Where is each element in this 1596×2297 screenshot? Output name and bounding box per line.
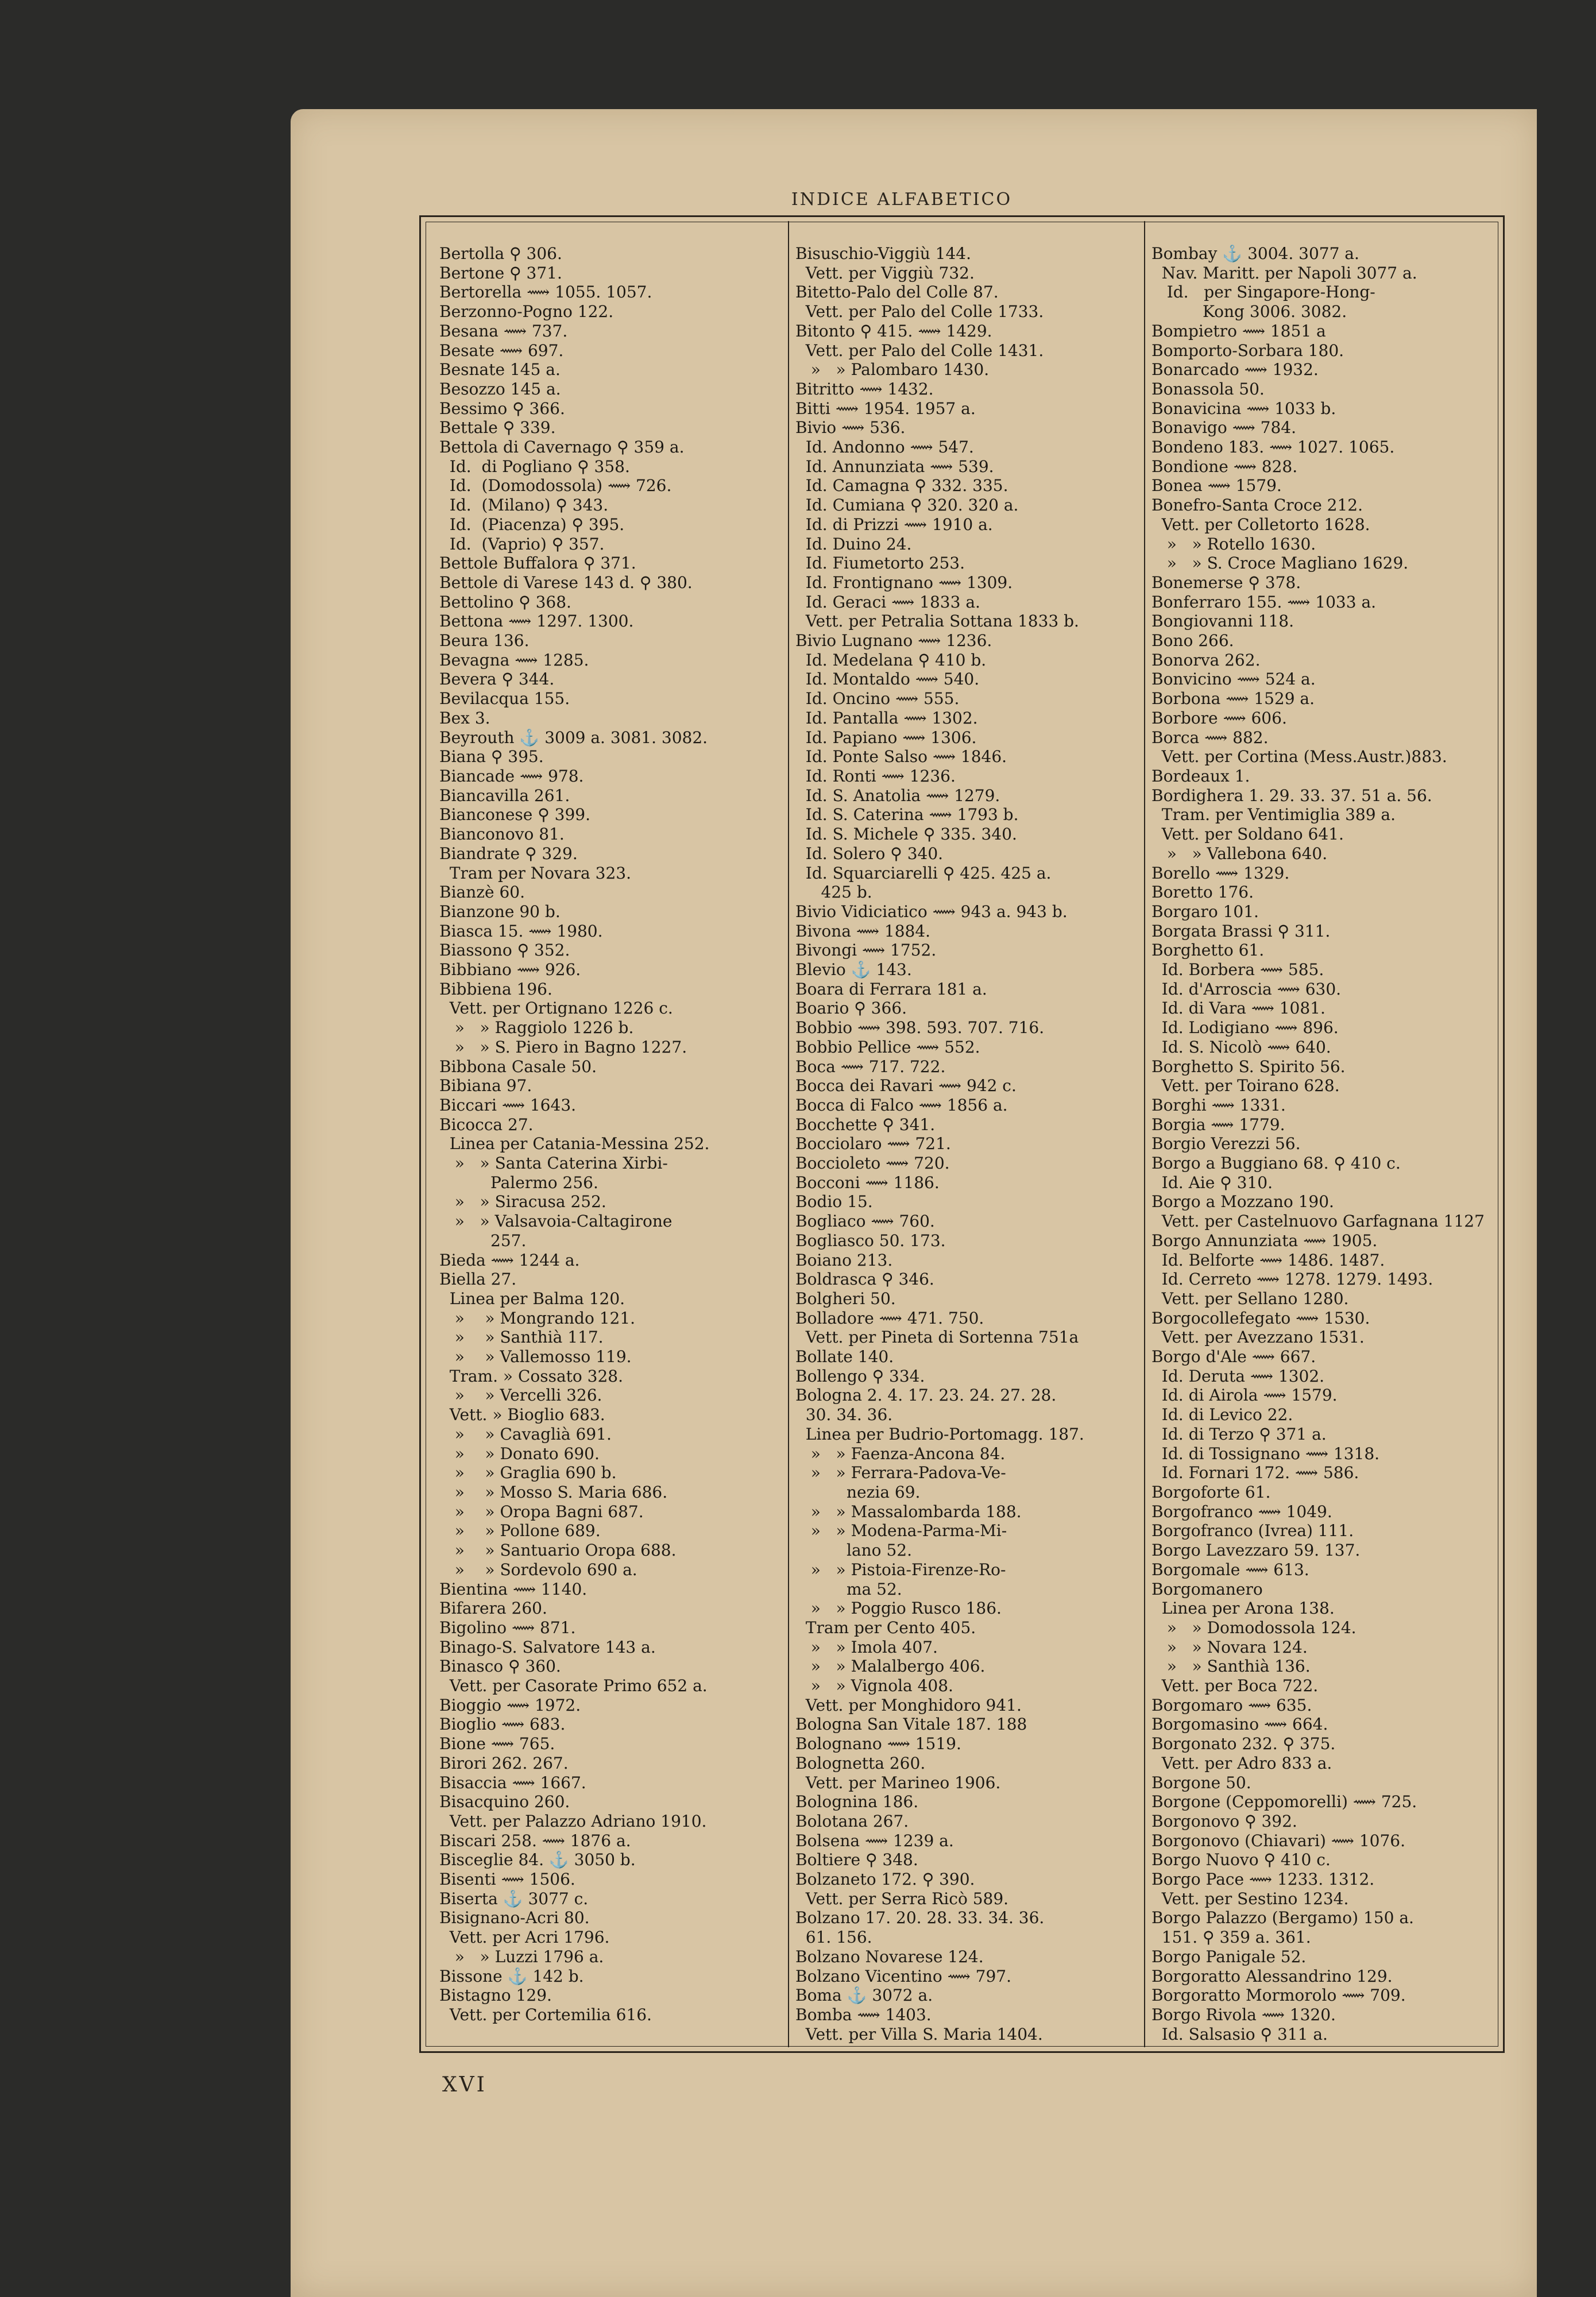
index-entry: Id. S. Michele ⚲ 335. 340.	[795, 825, 1017, 844]
index-entry: Vett. per Marineo 1906.	[795, 1773, 1001, 1792]
index-entry: Bomporto-Sorbara 180.	[1151, 341, 1344, 360]
index-entry: Bieda ⟿ 1244 a.	[439, 1250, 580, 1270]
index-entry: Borgone 50.	[1151, 1773, 1251, 1792]
index-entry: 425 b.	[795, 883, 872, 902]
index-entry: Id. di Prizzi ⟿ 1910 a.	[795, 515, 993, 534]
index-entry: Vett. per Palo del Colle 1733.	[795, 302, 1044, 322]
index-entry: » » Faenza-Ancona 84.	[795, 1444, 1006, 1463]
index-entry: Bonvicino ⟿ 524 a.	[1151, 670, 1316, 689]
index-entry: Bione ⟿ 765.	[439, 1734, 555, 1754]
index-entry: nezia 69.	[795, 1483, 921, 1502]
index-entry: » » Oropa Bagni 687.	[439, 1502, 644, 1521]
index-entry: Bolladore ⟿ 471. 750.	[795, 1308, 984, 1328]
index-entry: Borgomasino ⟿ 664.	[1151, 1715, 1328, 1734]
index-entry: Bogliaco ⟿ 760.	[795, 1212, 935, 1231]
index-entry: Borbona ⟿ 1529 a.	[1151, 689, 1315, 709]
index-entry: Borghetto 61.	[1151, 941, 1265, 960]
index-entry: Id. Camagna ⚲ 332. 335.	[795, 476, 1008, 496]
index-entry: Biserta ⚓ 3077 c.	[439, 1889, 589, 1908]
index-entry: Id. Andonno ⟿ 547.	[795, 438, 974, 457]
index-entry: Vett. per Sestino 1234.	[1151, 1889, 1349, 1908]
index-entry: Vett. per Casorate Primo 652 a.	[439, 1676, 708, 1696]
index-entry: Id. Borbera ⟿ 585.	[1151, 960, 1324, 980]
index-entry: Bevagna ⟿ 1285.	[439, 650, 589, 670]
index-entry: Id. (Piacenza) ⚲ 395.	[439, 515, 625, 534]
index-entry: Bordighera 1. 29. 33. 37. 51 a. 56.	[1151, 786, 1432, 805]
index-entry: Bologna San Vitale 187. 188	[795, 1715, 1027, 1734]
index-entry: Id. Frontignano ⟿ 1309.	[795, 573, 1013, 592]
index-entry: Tram per Novara 323.	[439, 863, 631, 883]
index-entry: Bocca di Falco ⟿ 1856 a.	[795, 1095, 1008, 1115]
index-entry: Bobbio ⟿ 398. 593. 707. 716.	[795, 1018, 1045, 1038]
index-entry: Bivio Vidiciatico ⟿ 943 a. 943 b.	[795, 902, 1068, 921]
index-entry: Bitti ⟿ 1954. 1957 a.	[795, 399, 976, 418]
column-separator	[788, 221, 789, 2047]
index-entry: Bolzano 17. 20. 28. 33. 34. 36.	[795, 1908, 1045, 1928]
index-entry: Borgomaro ⟿ 635.	[1151, 1695, 1312, 1715]
index-entry: Bisignano-Acri 80.	[439, 1908, 590, 1928]
index-entry: Bogliasco 50. 173.	[795, 1231, 946, 1250]
index-entry: Bocchette ⚲ 341.	[795, 1115, 936, 1134]
index-entry: Bisaccia ⟿ 1667.	[439, 1773, 586, 1792]
index-entry: Vett. per Soldano 641.	[1151, 825, 1344, 844]
index-entry: Borgomale ⟿ 613.	[1151, 1560, 1309, 1579]
index-entry: Id. Montaldo ⟿ 540.	[795, 670, 980, 689]
index-entry: Biancade ⟿ 978.	[439, 766, 584, 786]
index-entry: Borca ⟿ 882.	[1151, 728, 1269, 747]
index-entry: Id. d'Arroscia ⟿ 630.	[1151, 979, 1342, 999]
index-entry: Vett. per Villa S. Maria 1404.	[795, 2024, 1043, 2044]
index-entry: Vett. per Adro 833 a.	[1151, 1753, 1332, 1773]
index-entry: Bordeaux 1.	[1151, 766, 1250, 786]
index-entry: Bocconi ⟿ 1186.	[795, 1173, 940, 1192]
index-entry: Borgocollefegato ⟿ 1530.	[1151, 1308, 1370, 1328]
index-entry: Id. Ponte Salso ⟿ 1846.	[795, 747, 1007, 767]
index-entry: Bologna 2. 4. 17. 23. 24. 27. 28.	[795, 1386, 1057, 1405]
index-entry: Bolsena ⟿ 1239 a.	[795, 1831, 954, 1850]
index-entry: » » Rotello 1630.	[1151, 534, 1316, 554]
index-entry: Vett. per Serra Ricò 589.	[795, 1889, 1009, 1908]
index-entry: Borgomanero	[1151, 1579, 1263, 1599]
index-entry: Bevilacqua 155.	[439, 689, 570, 709]
index-entry: Bonarcado ⟿ 1932.	[1151, 360, 1319, 380]
index-entry: Bibbiano ⟿ 926.	[439, 960, 581, 980]
index-entry: Bitetto-Palo del Colle 87.	[795, 283, 999, 302]
index-entry: Vett. per Cortina (Mess.Austr.)883.	[1151, 747, 1447, 767]
index-entry: Vett. per Castelnuovo Garfagnana 1127	[1151, 1212, 1485, 1231]
index-entry: Id. Geraci ⟿ 1833 a.	[795, 592, 980, 612]
index-entry: Bevera ⚲ 344.	[439, 670, 555, 689]
index-entry: Biancavilla 261.	[439, 786, 570, 805]
index-entry: Id. Duino 24.	[795, 534, 912, 554]
index-entry: Vett. per Cortemilia 616.	[439, 2005, 652, 2024]
index-entry: » » Raggiolo 1226 b.	[439, 1018, 634, 1038]
index-entry: Bondione ⟿ 828.	[1151, 457, 1298, 476]
index-entry: Id. per Singapore-Hong-	[1151, 283, 1375, 302]
index-entry: » » Massalombarda 188.	[795, 1502, 1022, 1521]
index-entry: Bocca dei Ravari ⟿ 942 c.	[795, 1076, 1017, 1096]
index-entry: Id. Squarciarelli ⚲ 425. 425 a.	[795, 863, 1052, 883]
index-entry: Borgonato 232. ⚲ 375.	[1151, 1734, 1336, 1754]
index-entry: Borgata Brassi ⚲ 311.	[1151, 921, 1331, 941]
index-entry: » » Luzzi 1796 a.	[439, 1947, 604, 1966]
index-entry: Biana ⚲ 395.	[439, 747, 544, 767]
index-entry: Borghi ⟿ 1331.	[1151, 1095, 1286, 1115]
index-entry: Kong 3006. 3082.	[1151, 302, 1347, 322]
index-entry: Vett. per Sellano 1280.	[1151, 1289, 1349, 1308]
index-entry: Bettole Buffalora ⚲ 371.	[439, 554, 636, 573]
index-entry: Tram. » Cossato 328.	[439, 1366, 624, 1386]
index-entry: Id. di Tossignano ⟿ 1318.	[1151, 1444, 1380, 1463]
index-entry: ma 52.	[795, 1579, 902, 1599]
index-entry: » » Santhià 117.	[439, 1328, 604, 1347]
index-entry: Bissone ⚓ 142 b.	[439, 1966, 584, 1986]
index-entry: Bonavigo ⟿ 784.	[1151, 418, 1296, 438]
index-entry: 61. 156.	[795, 1928, 872, 1947]
index-entry: » » Santa Caterina Xirbi-	[439, 1154, 668, 1173]
index-entry: Borgo a Mozzano 190.	[1151, 1192, 1334, 1212]
index-entry: Borgofranco ⟿ 1049.	[1151, 1502, 1332, 1521]
index-entry: 151. ⚲ 359 a. 361.	[1151, 1928, 1311, 1947]
index-entry: » » Sordevolo 690 a.	[439, 1560, 637, 1579]
index-entry: Bonea ⟿ 1579.	[1151, 476, 1282, 496]
index-entry: Birori 262. 267.	[439, 1753, 569, 1773]
index-entry: Boccioleto ⟿ 720.	[795, 1154, 950, 1173]
index-entry: Bibiana 97.	[439, 1076, 532, 1096]
index-entry: Id. S. Anatolia ⟿ 1279.	[795, 786, 1000, 805]
index-entry: Bondeno 183. ⟿ 1027. 1065.	[1151, 438, 1395, 457]
index-entry: » » Cavaglià 691.	[439, 1424, 612, 1444]
index-entry: Vett. » Bioglio 683.	[439, 1405, 605, 1425]
index-entry: Bomba ⟿ 1403.	[795, 2005, 932, 2024]
index-entry: » » Novara 124.	[1151, 1637, 1308, 1657]
index-entry: Id. Papiano ⟿ 1306.	[795, 728, 977, 747]
index-entry: Bobbio Pellice ⟿ 552.	[795, 1037, 980, 1057]
index-entry: Bolzano Vicentino ⟿ 797.	[795, 1966, 1011, 1986]
index-entry: Borgoratto Alessandrino 129.	[1151, 1966, 1393, 1986]
page-number: XVI	[442, 2073, 487, 2097]
index-entry: Bitonto ⚲ 415. ⟿ 1429.	[795, 321, 992, 341]
index-entry: Borgo Nuovo ⚲ 410 c.	[1151, 1850, 1331, 1870]
index-entry: Bollate 140.	[795, 1347, 894, 1367]
index-entry: Bolzano Novarese 124.	[795, 1947, 984, 1966]
index-entry: Id. Ronti ⟿ 1236.	[795, 766, 956, 786]
index-entry: Bettole di Varese 143 d. ⚲ 380.	[439, 573, 693, 592]
index-entry: » » Malalbergo 406.	[795, 1657, 986, 1676]
index-entry: Borgio Verezzi 56.	[1151, 1134, 1301, 1154]
index-entry: Bettolino ⚲ 368.	[439, 592, 571, 612]
index-entry: » » Mongrando 121.	[439, 1308, 636, 1328]
index-entry: Bettale ⚲ 339.	[439, 418, 556, 438]
index-entry: » » Vercelli 326.	[439, 1386, 602, 1405]
index-entry: Id. Salsasio ⚲ 311 a.	[1151, 2024, 1328, 2044]
index-entry: Boldrasca ⚲ 346.	[795, 1270, 934, 1289]
index-entry: Bolotana 267.	[795, 1811, 909, 1831]
index-entry: » » Santhià 136.	[1151, 1657, 1311, 1676]
index-entry: Id. Pantalla ⟿ 1302.	[795, 708, 978, 728]
index-entry: Bettola di Cavernago ⚲ 359 a.	[439, 438, 685, 457]
index-entry: Bioggio ⟿ 1972.	[439, 1695, 581, 1715]
index-entry: Bonferraro 155. ⟿ 1033 a.	[1151, 592, 1377, 612]
index-entry: Bioglio ⟿ 683.	[439, 1715, 566, 1734]
index-entry: Bibbona Casale 50.	[439, 1057, 597, 1076]
index-entry: Palermo 256.	[439, 1173, 598, 1192]
index-entry: Id. Annunziata ⟿ 539.	[795, 457, 994, 476]
index-entry: Binago-S. Salvatore 143 a.	[439, 1637, 656, 1657]
index-entry: Borgia ⟿ 1779.	[1151, 1115, 1285, 1134]
index-entry: Biella 27.	[439, 1270, 517, 1289]
index-entry: Id. Aie ⚲ 310.	[1151, 1173, 1273, 1192]
index-entry: Linea per Balma 120.	[439, 1289, 625, 1308]
page-header: INDICE ALFABETICO	[791, 190, 1013, 210]
index-entry: Bisenti ⟿ 1506.	[439, 1870, 575, 1889]
index-entry: » » Ferrara-Padova-Ve-	[795, 1463, 1006, 1483]
index-column-3	[1151, 244, 1496, 2044]
index-entry: » » Graglia 690 b.	[439, 1463, 617, 1483]
index-entry: Bongiovanni 118.	[1151, 612, 1294, 631]
index-entry: Id. (Domodossola) ⟿ 726.	[439, 476, 672, 496]
index-entry: Bessimo ⚲ 366.	[439, 399, 565, 418]
column-separator	[1144, 221, 1145, 2047]
index-entry: Vett. per Avezzano 1531.	[1151, 1328, 1365, 1347]
index-entry: Id. (Milano) ⚲ 343.	[439, 496, 609, 515]
index-entry: Blevio ⚓ 143.	[795, 960, 912, 980]
index-entry: Borgo Rivola ⟿ 1320.	[1151, 2005, 1336, 2024]
index-entry: » » Domodossola 124.	[1151, 1618, 1357, 1637]
index-entry: Bitritto ⟿ 1432.	[795, 379, 934, 399]
index-entry: Tram. per Ventimiglia 389 a.	[1151, 805, 1396, 825]
index-entry: Bolognetta 260.	[795, 1753, 926, 1773]
index-entry: Id. Solero ⚲ 340.	[795, 844, 944, 863]
index-entry: Id. Fiumetorto 253.	[795, 554, 965, 573]
index-entry: Bertolla ⚲ 306.	[439, 244, 562, 263]
index-entry: Boretto 176.	[1151, 883, 1254, 902]
index-entry: Besate ⟿ 697.	[439, 341, 564, 360]
index-entry: Vett. per Viggiù 732.	[795, 263, 975, 283]
index-entry: Bonorva 262.	[1151, 650, 1261, 670]
index-entry: Bivio Lugnano ⟿ 1236.	[795, 631, 992, 651]
index-entry: Bistagno 129.	[439, 1986, 552, 2005]
index-entry: Bertone ⚲ 371.	[439, 263, 562, 283]
index-entry: Id. di Terzo ⚲ 371 a.	[1151, 1424, 1327, 1444]
index-entry: Vett. per Boca 722.	[1151, 1676, 1319, 1696]
index-entry: Borbore ⟿ 606.	[1151, 708, 1287, 728]
index-entry: Id. Deruta ⟿ 1302.	[1151, 1366, 1325, 1386]
index-entry: Bompietro ⟿ 1851 a	[1151, 321, 1326, 341]
index-entry: 257.	[439, 1231, 527, 1250]
index-entry: Bibbiena 196.	[439, 979, 552, 999]
index-entry: Bolognano ⟿ 1519.	[795, 1734, 961, 1754]
index-entry: » » Pollone 689.	[439, 1521, 601, 1541]
index-entry: Id. S. Nicolò ⟿ 640.	[1151, 1037, 1331, 1057]
index-entry: Biasca 15. ⟿ 1980.	[439, 921, 603, 941]
index-entry: Vett. per Palo del Colle 1431.	[795, 341, 1044, 360]
index-entry: Bonavicina ⟿ 1033 b.	[1151, 399, 1336, 418]
index-entry: Linea per Catania-Messina 252.	[439, 1134, 710, 1154]
index-entry: Bivona ⟿ 1884.	[795, 921, 931, 941]
index-entry: Bonemerse ⚲ 378.	[1151, 573, 1301, 592]
index-entry: Beyrouth ⚓ 3009 a. 3081. 3082.	[439, 728, 708, 747]
index-entry: » » Pistoia-Firenze-Ro-	[795, 1560, 1006, 1579]
index-entry: lano 52.	[795, 1541, 912, 1560]
index-entry: » » Vallebona 640.	[1151, 844, 1328, 863]
index-entry: Borgoratto Mormorolo ⟿ 709.	[1151, 1986, 1406, 2005]
index-entry: Id. di Pogliano ⚲ 358.	[439, 457, 630, 476]
index-entry: Borgoforte 61.	[1151, 1483, 1271, 1502]
index-entry: Id. (Vaprio) ⚲ 357.	[439, 534, 605, 554]
index-entry: Id. di Vara ⟿ 1081.	[1151, 999, 1326, 1018]
index-entry: Boltiere ⚲ 348.	[795, 1850, 918, 1870]
index-entry: Bonefro-Santa Croce 212.	[1151, 496, 1363, 515]
index-entry: Bianzone 90 b.	[439, 902, 561, 921]
index-entry: Borgonovo ⚲ 392.	[1151, 1811, 1297, 1831]
index-entry: Vett. per Palazzo Adriano 1910.	[439, 1811, 707, 1831]
index-entry: Borgaro 101.	[1151, 902, 1259, 921]
index-column-1	[439, 244, 784, 2025]
index-entry: Borgone (Ceppomorelli) ⟿ 725.	[1151, 1792, 1417, 1812]
index-entry: Boma ⚓ 3072 a.	[795, 1986, 933, 2005]
index-entry: Borgo Palazzo (Bergamo) 150 a.	[1151, 1908, 1414, 1928]
index-entry: Binasco ⚲ 360.	[439, 1657, 561, 1676]
index-entry: Boara di Ferrara 181 a.	[795, 979, 987, 999]
index-entry: Bombay ⚓ 3004. 3077 a.	[1151, 244, 1359, 263]
index-entry: Boiano 213.	[795, 1250, 893, 1270]
index-entry: Nav. Maritt. per Napoli 3077 a.	[1151, 263, 1417, 283]
index-entry: Besnate 145 a.	[439, 360, 561, 380]
index-entry: Id. S. Caterina ⟿ 1793 b.	[795, 805, 1019, 825]
index-entry: Bolognina 186.	[795, 1792, 919, 1812]
index-entry: Biscari 258. ⟿ 1876 a.	[439, 1831, 631, 1850]
index-entry: Bocciolaro ⟿ 721.	[795, 1134, 951, 1154]
index-entry: Vett. per Monghidoro 941.	[795, 1695, 1022, 1715]
index-entry: Id. Cerreto ⟿ 1278. 1279. 1493.	[1151, 1270, 1433, 1289]
index-entry: Linea per Budrio-Portomagg. 187.	[795, 1424, 1084, 1444]
index-entry: » » Santuario Oropa 688.	[439, 1541, 677, 1560]
index-entry: Id. Oncino ⟿ 555.	[795, 689, 960, 709]
index-entry: Boca ⟿ 717. 722.	[795, 1057, 946, 1076]
index-entry: Vett. per Ortignano 1226 c.	[439, 999, 673, 1018]
index-entry: Berzonno-Pogno 122.	[439, 302, 614, 322]
index-entry: Besozzo 145 a.	[439, 379, 561, 399]
index-entry: Bisceglie 84. ⚓ 3050 b.	[439, 1850, 636, 1870]
index-entry: Vett. per Colletorto 1628.	[1151, 515, 1370, 534]
index-entry: 30. 34. 36.	[795, 1405, 893, 1425]
index-entry: Id. di Airola ⟿ 1579.	[1151, 1386, 1338, 1405]
index-entry: Bisacquino 260.	[439, 1792, 570, 1812]
index-entry: Bianconovo 81.	[439, 825, 565, 844]
index-entry: Linea per Arona 138.	[1151, 1599, 1335, 1618]
index-entry: Id. di Levico 22.	[1151, 1405, 1293, 1425]
index-entry: » » Siracusa 252.	[439, 1192, 606, 1212]
index-entry: Beura 136.	[439, 631, 530, 651]
index-entry: Bollengo ⚲ 334.	[795, 1366, 925, 1386]
index-entry: Bivongi ⟿ 1752.	[795, 941, 937, 960]
index-entry: Borgo a Buggiano 68. ⚲ 410 c.	[1151, 1154, 1401, 1173]
index-entry: Boario ⚲ 366.	[795, 999, 907, 1018]
index-entry: » » S. Croce Magliano 1629.	[1151, 554, 1409, 573]
index-entry: Biassono ⚲ 352.	[439, 941, 570, 960]
index-entry: Bicocca 27.	[439, 1115, 534, 1134]
index-entry: » » Valsavoia-Caltagirone	[439, 1212, 673, 1231]
index-entry: Bientina ⟿ 1140.	[439, 1579, 588, 1599]
index-entry: Bivio ⟿ 536.	[795, 418, 906, 438]
index-entry: Bolzaneto 172. ⚲ 390.	[795, 1870, 975, 1889]
index-entry: Bianzè 60.	[439, 883, 525, 902]
index-entry: » » Palombaro 1430.	[795, 360, 990, 380]
index-entry: » » Modena-Parma-Mi-	[795, 1521, 1007, 1541]
index-entry: Borgonovo (Chiavari) ⟿ 1076.	[1151, 1831, 1405, 1850]
index-entry: Bigolino ⟿ 871.	[439, 1618, 576, 1637]
index-entry: Id. Fornari 172. ⟿ 586.	[1151, 1463, 1359, 1483]
index-entry: Vett. per Petralia Sottana 1833 b.	[795, 612, 1079, 631]
index-entry: » » Mosso S. Maria 686.	[439, 1483, 668, 1502]
index-entry: Vett. per Toirano 628.	[1151, 1076, 1340, 1096]
index-entry: Bono 266.	[1151, 631, 1234, 651]
index-entry: Bisuschio-Viggiù 144.	[795, 244, 972, 263]
index-entry: Id. Cumiana ⚲ 320. 320 a.	[795, 496, 1019, 515]
index-entry: Borgo Pace ⟿ 1233. 1312.	[1151, 1870, 1375, 1889]
index-entry: Bifarera 260.	[439, 1599, 547, 1618]
index-entry: Bertorella ⟿ 1055. 1057.	[439, 283, 652, 302]
index-entry: Borello ⟿ 1329.	[1151, 863, 1290, 883]
index-entry: Borgo Panigale 52.	[1151, 1947, 1307, 1966]
index-entry: Bettona ⟿ 1297. 1300.	[439, 612, 634, 631]
index-entry: Borgo Lavezzaro 59. 137.	[1151, 1541, 1361, 1560]
index-entry: Id. Lodigiano ⟿ 896.	[1151, 1018, 1339, 1038]
index-entry: Bex 3.	[439, 708, 490, 728]
index-entry: » » Vignola 408.	[795, 1676, 953, 1696]
index-entry: Biccari ⟿ 1643.	[439, 1095, 577, 1115]
index-entry: Bonassola 50.	[1151, 379, 1265, 399]
index-entry: Vett. per Pineta di Sortenna 751a	[795, 1328, 1079, 1347]
index-entry: Borgo Annunziata ⟿ 1905.	[1151, 1231, 1378, 1250]
index-entry: » » Poggio Rusco 186.	[795, 1599, 1002, 1618]
index-entry: Biandrate ⚲ 329.	[439, 844, 578, 863]
index-entry: Borgo d'Ale ⟿ 667.	[1151, 1347, 1316, 1367]
index-entry: Id. Belforte ⟿ 1486. 1487.	[1151, 1250, 1385, 1270]
index-entry: Borgofranco (Ivrea) 111.	[1151, 1521, 1354, 1541]
index-entry: Besana ⟿ 737.	[439, 321, 568, 341]
index-entry: Borghetto S. Spirito 56.	[1151, 1057, 1346, 1076]
index-entry: Bolgheri 50.	[795, 1289, 896, 1308]
index-column-2	[795, 244, 1140, 2044]
index-entry: » » Donato 690.	[439, 1444, 600, 1463]
index-entry: Id. Medelana ⚲ 410 b.	[795, 650, 987, 670]
index-entry: » » Imola 407.	[795, 1637, 938, 1657]
index-entry: Bianconese ⚲ 399.	[439, 805, 590, 825]
index-entry: Vett. per Acri 1796.	[439, 1928, 610, 1947]
index-entry: » » Vallemosso 119.	[439, 1347, 632, 1367]
index-entry: Bodio 15.	[795, 1192, 873, 1212]
index-entry: Tram per Cento 405.	[795, 1618, 976, 1637]
index-entry: » » S. Piero in Bagno 1227.	[439, 1037, 687, 1057]
